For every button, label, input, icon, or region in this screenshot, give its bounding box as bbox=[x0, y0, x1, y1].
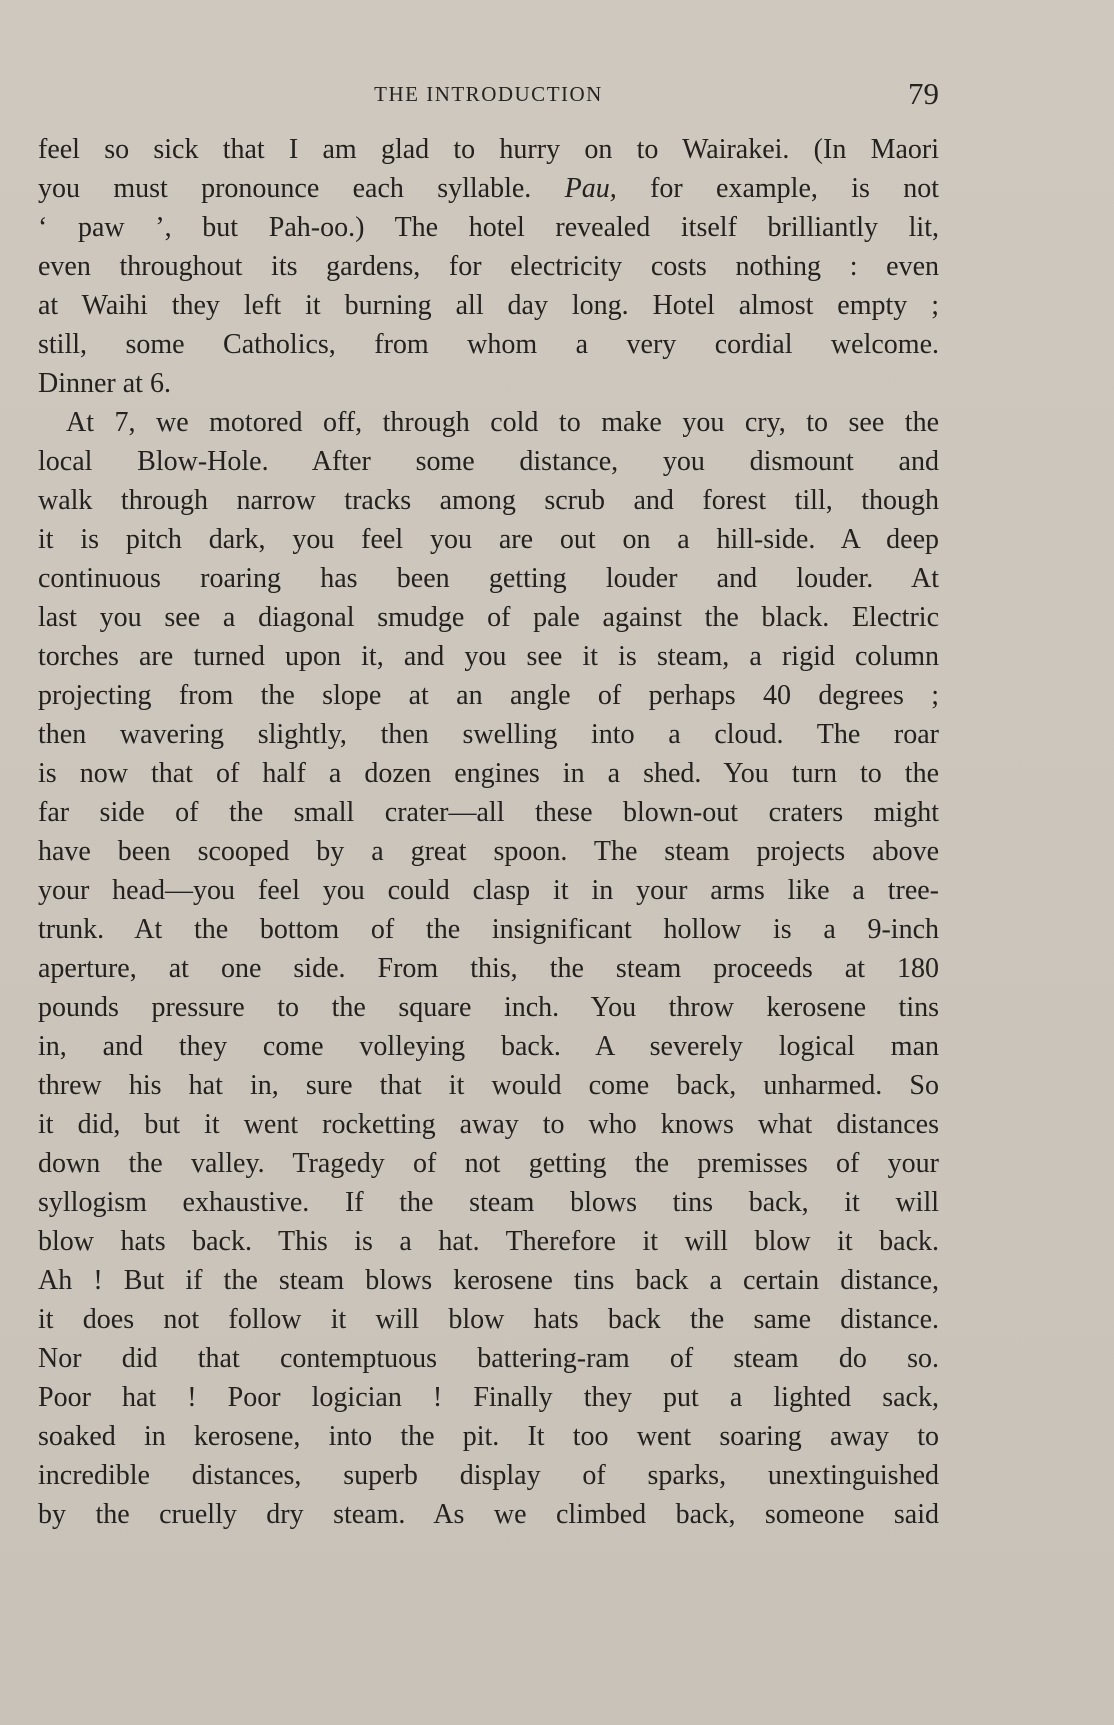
text-line: torches are turned upon it, and you see it is steam, a rigid column bbox=[38, 641, 939, 672]
text-line: threw his hat in, sure that it would come back, unharmed. So bbox=[38, 1070, 939, 1101]
text-line: pounds pressure to the square inch. You throw kerosene tins bbox=[38, 992, 939, 1023]
text-line: last you see a diagonal smudge of pale against the black. Electric bbox=[38, 602, 939, 633]
text-line: your head—you feel you could clasp it in your arms like a tree- bbox=[38, 875, 939, 906]
text-line: Nor did that contemptuous battering-ram of steam do so. bbox=[38, 1343, 939, 1374]
paragraph-1 bbox=[38, 130, 939, 403]
italic-word: Pau, bbox=[564, 173, 617, 204]
text-line: continuous roaring has been getting louder and louder. At bbox=[38, 563, 939, 594]
text-fragment: for example, is not bbox=[650, 173, 939, 204]
text-line: it does not follow it will blow hats back the same distance. bbox=[38, 1304, 939, 1335]
text-line: soaked in kerosene, into the pit. It too went soaring away to bbox=[38, 1421, 939, 1452]
text-line: At 7, we motored off, through cold to make you cry, to see the bbox=[66, 407, 939, 438]
text-fragment: you must pronounce each syllable. bbox=[38, 173, 532, 204]
running-title: THE INTRODUCTION bbox=[374, 82, 603, 106]
text-line: still, some Catholics, from whom a very cordial welcome. bbox=[38, 329, 939, 360]
text-line: Ah ! But if the steam blows kerosene tins back a certain distance, bbox=[38, 1265, 939, 1296]
text-line: by the cruelly dry steam. As we climbed back, someone said bbox=[38, 1499, 939, 1530]
text-line: is now that of half a dozen engines in a shed. You turn to the bbox=[38, 758, 939, 789]
text-line: syllogism exhaustive. If the steam blows tins back, it will bbox=[38, 1187, 939, 1218]
text-line: at Waihi they left it burning all day long. Hotel almost empty ; bbox=[38, 290, 939, 321]
text-line bbox=[38, 169, 939, 208]
text-line: ‘ paw ’, but Pah-oo.) The hotel revealed itself brilliantly lit, bbox=[38, 212, 939, 243]
text-line: trunk. At the bottom of the insignificant hollow is a 9-inch bbox=[38, 914, 939, 945]
paragraph-2 bbox=[38, 403, 939, 1534]
running-head bbox=[38, 76, 939, 116]
text-line: down the valley. Tragedy of not getting the premisses of your bbox=[38, 1148, 939, 1179]
text-line: blow hats back. This is a hat. Therefore it will blow it back. bbox=[38, 1226, 939, 1257]
text-line: projecting from the slope at an angle of perhaps 40 degrees ; bbox=[38, 680, 939, 711]
text-line: have been scooped by a great spoon. The steam projects above bbox=[38, 836, 939, 867]
text-line: Poor hat ! Poor logician ! Finally they put a lighted sack, bbox=[38, 1382, 939, 1413]
text-line: even throughout its gardens, for electricity costs nothing : even bbox=[38, 251, 939, 282]
text-line: aperture, at one side. From this, the steam proceeds at 180 bbox=[38, 953, 939, 984]
text-line: walk through narrow tracks among scrub and forest till, though bbox=[38, 485, 939, 516]
page-number: 79 bbox=[908, 76, 939, 111]
text-line: far side of the small crater—all these blown-out craters might bbox=[38, 797, 939, 828]
text-line: incredible distances, superb display of sparks, unextinguished bbox=[38, 1460, 939, 1491]
text-line: in, and they come volleying back. A severely logical man bbox=[38, 1031, 939, 1062]
text-line: Dinner at 6. bbox=[38, 368, 171, 399]
body-text bbox=[38, 130, 939, 1534]
text-line: it is pitch dark, you feel you are out on a hill-side. A deep bbox=[38, 524, 939, 555]
text-line: then wavering slightly, then swelling into a cloud. The roar bbox=[38, 719, 939, 750]
text-line: it did, but it went rocketting away to who knows what distances bbox=[38, 1109, 939, 1140]
text-line: feel so sick that I am glad to hurry on to Wairakei. (In Maori bbox=[38, 134, 939, 165]
text-line: local Blow-Hole. After some distance, you dismount and bbox=[38, 446, 939, 477]
